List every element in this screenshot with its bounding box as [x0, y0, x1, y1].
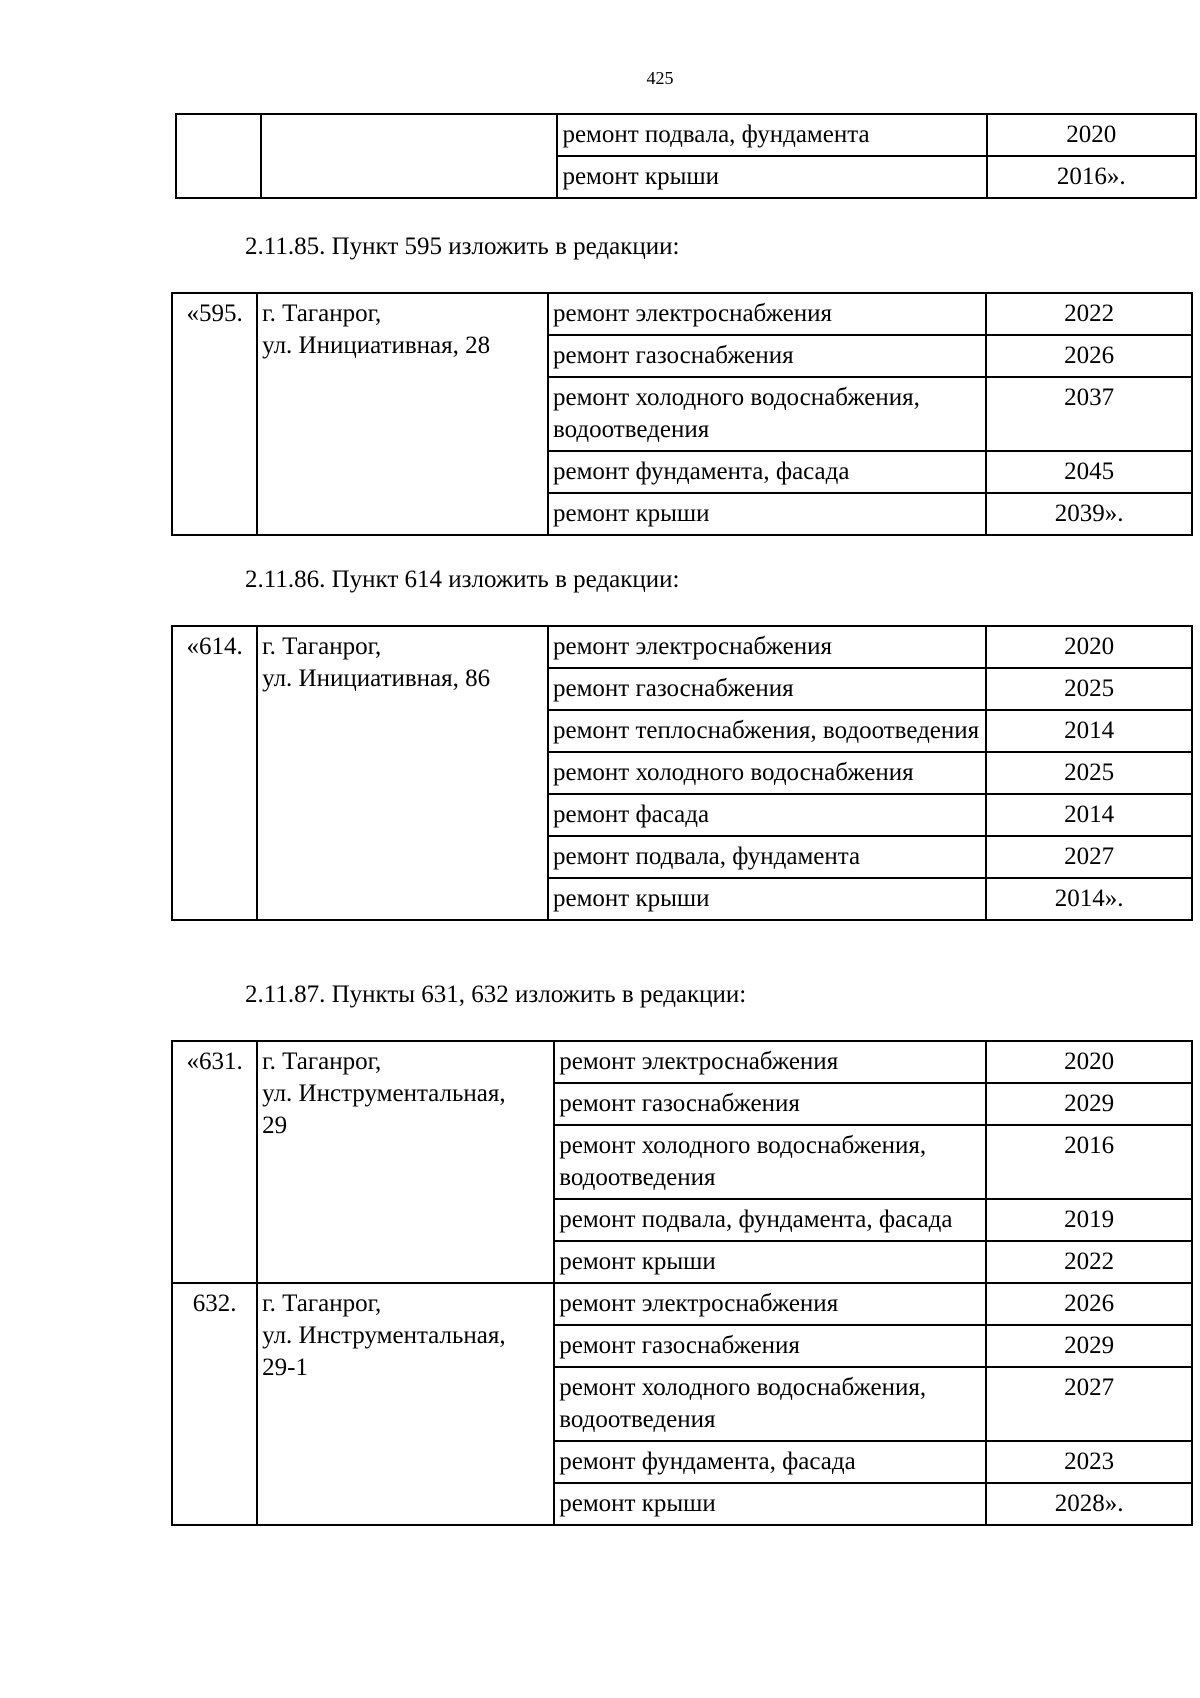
year-cell: 2026: [986, 1283, 1192, 1325]
address-street: ул. Инструментальная,: [262, 1080, 506, 1107]
table-row: [172, 1041, 1192, 1083]
year-cell: 2037: [986, 377, 1192, 451]
work-cell: ремонт газоснабжения: [554, 1083, 986, 1125]
year-cell: 2028».: [986, 1483, 1192, 1525]
year-cell: 2020: [986, 626, 1192, 668]
address-cell: [257, 626, 548, 920]
year-cell: 2014: [986, 794, 1192, 836]
work-cell: ремонт холодного водоснабжения, водоотведения: [548, 377, 986, 451]
address-city: г. Таганрог,: [262, 633, 382, 660]
work-cell: ремонт фасада: [548, 794, 986, 836]
empty-cell: [176, 114, 261, 198]
year-cell: 2016».: [987, 156, 1196, 198]
item-number: «631.: [172, 1041, 257, 1283]
year-cell: 2029: [986, 1325, 1192, 1367]
item-number: «614.: [172, 626, 257, 920]
empty-cell: [261, 114, 557, 198]
year-cell: 2027: [986, 836, 1192, 878]
address-street: ул. Инициативная, 28: [262, 332, 491, 359]
table-row: [172, 1283, 1192, 1325]
address-house: 29: [262, 1112, 288, 1139]
work-cell: ремонт крыши: [548, 493, 986, 535]
year-cell: 2026: [986, 335, 1192, 377]
table-row: [176, 114, 1196, 156]
year-cell: 2029: [986, 1083, 1192, 1125]
year-cell: 2045: [986, 451, 1192, 493]
item-number: «595.: [172, 293, 257, 535]
address-city: г. Таганрог,: [262, 1290, 382, 1317]
page-number: 425: [646, 68, 674, 88]
work-cell: ремонт крыши: [554, 1483, 986, 1525]
section-heading: 2.11.85. Пункт 595 изложить в редакции:: [245, 233, 680, 260]
address-city: г. Таганрог,: [262, 300, 382, 327]
address-house: 29-1: [262, 1354, 308, 1381]
year-cell: 2019: [986, 1199, 1192, 1241]
item-number: 632.: [172, 1283, 257, 1525]
schedule-table-631-632: [171, 1040, 1193, 1526]
schedule-table-614: [171, 625, 1193, 921]
address-cell: [257, 1283, 554, 1525]
address-cell: [257, 1041, 554, 1283]
work-cell: ремонт фундамента, фасада: [554, 1441, 986, 1483]
year-cell: 2022: [986, 293, 1192, 335]
year-cell: 2025: [986, 752, 1192, 794]
address-street: ул. Инициативная, 86: [262, 665, 491, 692]
work-cell: ремонт крыши: [557, 156, 986, 198]
work-cell: ремонт холодного водоснабжения, водоотведения: [554, 1367, 986, 1441]
year-cell: 2023: [986, 1441, 1192, 1483]
year-cell: 2025: [986, 668, 1192, 710]
schedule-table-595: [171, 292, 1193, 536]
work-cell: ремонт крыши: [548, 878, 986, 920]
work-cell: ремонт газоснабжения: [548, 335, 986, 377]
section-heading: 2.11.86. Пункт 614 изложить в редакции:: [245, 566, 680, 593]
year-cell: 2020: [987, 114, 1196, 156]
continuation-table: [175, 113, 1197, 199]
work-cell: ремонт электроснабжения: [548, 626, 986, 668]
work-cell: ремонт фундамента, фасада: [548, 451, 986, 493]
work-cell: ремонт холодного водоснабжения, водоотведения: [554, 1125, 986, 1199]
work-cell: ремонт подвала, фундамента, фасада: [554, 1199, 986, 1241]
year-cell: 2039».: [986, 493, 1192, 535]
work-cell: ремонт холодного водоснабжения: [548, 752, 986, 794]
year-cell: 2020: [986, 1041, 1192, 1083]
work-cell: ремонт электроснабжения: [548, 293, 986, 335]
work-cell: ремонт крыши: [554, 1241, 986, 1283]
year-cell: 2014».: [986, 878, 1192, 920]
work-cell: ремонт подвала, фундамента: [548, 836, 986, 878]
address-city: г. Таганрог,: [262, 1048, 382, 1075]
work-cell: ремонт теплоснабжения, водоотведения: [548, 710, 986, 752]
work-cell: ремонт электроснабжения: [554, 1283, 986, 1325]
work-cell: ремонт газоснабжения: [548, 668, 986, 710]
year-cell: 2016: [986, 1125, 1192, 1199]
table-row: [172, 293, 1192, 335]
work-cell: ремонт электроснабжения: [554, 1041, 986, 1083]
address-street: ул. Инструментальная,: [262, 1322, 506, 1349]
year-cell: 2014: [986, 710, 1192, 752]
section-heading: 2.11.87. Пункты 631, 632 изложить в редакции:: [245, 981, 747, 1008]
year-cell: 2027: [986, 1367, 1192, 1441]
table-row: [172, 626, 1192, 668]
work-cell: ремонт газоснабжения: [554, 1325, 986, 1367]
year-cell: 2022: [986, 1241, 1192, 1283]
work-cell: ремонт подвала, фундамента: [557, 114, 986, 156]
address-cell: [257, 293, 548, 535]
